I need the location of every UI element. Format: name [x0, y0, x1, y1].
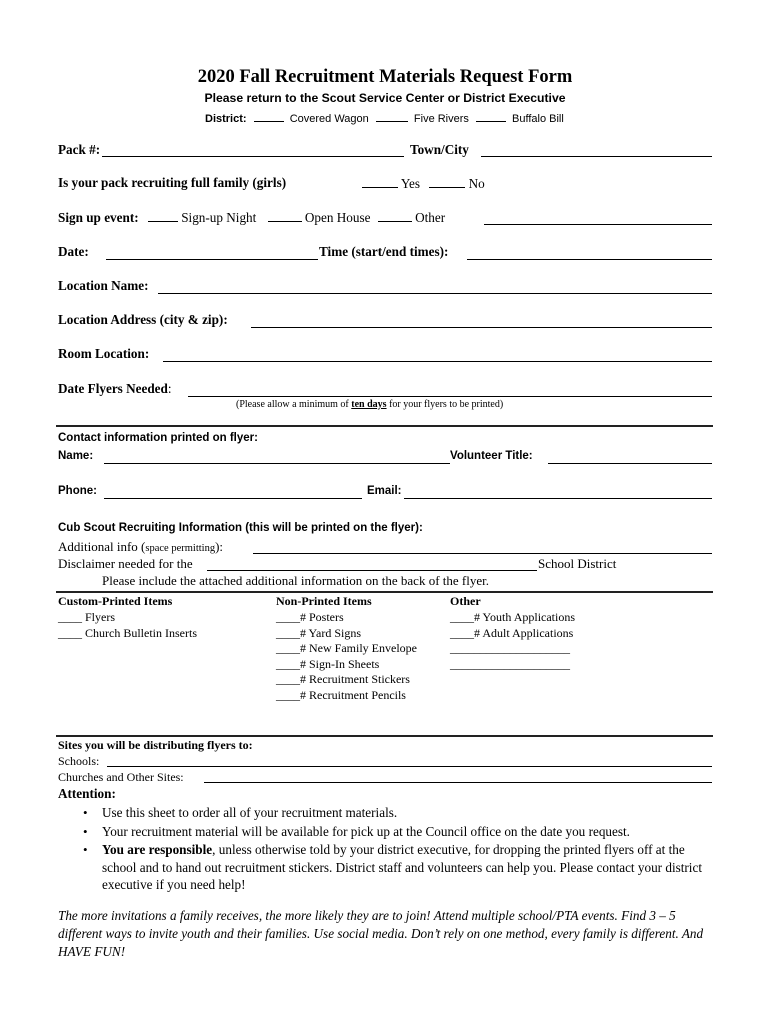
flyer-note-post: for your flyers to be printed): [386, 399, 504, 410]
closing-message: The more invitations a family receives, the more likely they are to join! Attend multiple school/PTA events. Find 3 – 5 different ways to invite youth and their families. Use social media. Don’t rely on one method, every family is different. And HAVE FUN!: [58, 908, 704, 959]
room-location-label: Room Location:: [58, 346, 150, 361]
phone-field[interactable]: [104, 498, 362, 499]
district-option-five-rivers: Five Rivers: [413, 113, 469, 125]
item-flyers[interactable]: ____ Flyers: [58, 610, 115, 624]
disclaimer-field[interactable]: [207, 570, 537, 571]
additional-info-text: Additional info (: [58, 539, 146, 554]
volunteer-title-field[interactable]: [548, 463, 712, 464]
other-event-field[interactable]: [484, 224, 712, 225]
item-church-bulletin-inserts[interactable]: ____ Church Bulletin Inserts: [58, 626, 197, 640]
item-new-family-envelope[interactable]: ____# New Family Envelope: [276, 641, 417, 655]
room-location-field[interactable]: [163, 361, 712, 362]
contact-name-field[interactable]: [104, 463, 450, 464]
school-district-label: School District: [538, 556, 617, 571]
location-address-label: Location Address (city & zip):: [58, 312, 228, 327]
email-field[interactable]: [404, 498, 712, 499]
open-house-label: Open House: [304, 210, 371, 225]
form-subtitle: Please return to the Scout Service Center or District Executive: [204, 91, 566, 105]
volunteer-title-label: Volunteer Title:: [450, 450, 533, 462]
yes-blank[interactable]: [362, 175, 398, 188]
additional-info-label: [58, 539, 223, 555]
date-field[interactable]: [106, 259, 318, 260]
town-field[interactable]: [481, 156, 712, 157]
location-name-field[interactable]: [158, 293, 712, 294]
attention-bullet-3-bold: You are responsible: [102, 842, 213, 857]
section-divider-items: [56, 591, 713, 593]
date-label: Date:: [58, 244, 89, 259]
other-label: Other: [415, 210, 446, 225]
district-label: District:: [205, 113, 247, 125]
no-blank[interactable]: [429, 175, 465, 188]
time-field[interactable]: [467, 259, 712, 260]
flyer-note-emphasis: ten days: [351, 399, 387, 410]
cub-scout-heading: Cub Scout Recruiting Information (this will be printed on the flyer):: [58, 522, 423, 534]
location-address-field[interactable]: [251, 327, 712, 328]
other-blank[interactable]: [378, 209, 412, 222]
date-flyers-label: Date Flyers Needed: [58, 381, 168, 396]
disclaimer-label: Disclaimer needed for the: [58, 556, 193, 571]
section-divider-sites: [56, 735, 713, 737]
district-blank-2[interactable]: [376, 109, 408, 122]
attention-list: [56, 804, 718, 895]
item-recruitment-stickers[interactable]: ____# Recruitment Stickers: [276, 672, 410, 686]
additional-info-small: space permitting: [145, 543, 216, 554]
back-of-flyer-note: Please include the attached additional information on the back of the flyer.: [102, 573, 489, 588]
form-title: 2020 Fall Recruitment Materials Request Form: [197, 67, 573, 87]
recruit-girls-options: [362, 175, 485, 192]
item-posters[interactable]: ____# Posters: [276, 610, 344, 624]
email-label: Email:: [367, 485, 402, 497]
additional-info-end: ):: [215, 539, 224, 554]
item-youth-applications[interactable]: ____# Youth Applications: [450, 610, 576, 624]
attention-bullet-1-text: Use this sheet to order all of your recruitment materials.: [102, 805, 398, 820]
signup-event-row: [58, 209, 445, 226]
district-option-buffalo-bill: Buffalo Bill: [512, 113, 564, 125]
attention-bullet-2: [56, 823, 718, 841]
attention-bullet-2-text: Your recruitment material will be available for pick up at the Council office on the date you request.: [102, 823, 630, 839]
date-flyers-row: [58, 381, 172, 397]
recruit-girls-label: Is your pack recruiting full family (girls): [58, 175, 287, 190]
schools-label: Schools:: [58, 754, 100, 768]
flyer-lead-time-note: [236, 399, 503, 410]
town-label: Town/City: [410, 142, 469, 157]
item-sign-in-sheets[interactable]: ____# Sign-In Sheets: [276, 657, 380, 671]
item-adult-applications[interactable]: ____# Adult Applications: [450, 626, 574, 640]
item-yard-signs[interactable]: ____# Yard Signs: [276, 626, 362, 640]
yes-label: Yes: [400, 176, 421, 191]
churches-label: Churches and Other Sites:: [58, 770, 184, 784]
custom-printed-heading: Custom-Printed Items: [58, 594, 173, 608]
contact-name-label: Name:: [58, 450, 94, 462]
pack-label: Pack #:: [58, 142, 101, 157]
time-label: Time (start/end times):: [319, 244, 449, 259]
schools-field[interactable]: [107, 766, 712, 767]
other-heading: Other: [450, 594, 481, 608]
district-blank-3[interactable]: [476, 109, 506, 122]
open-house-blank[interactable]: [268, 209, 302, 222]
contact-heading: Contact information printed on flyer:: [58, 432, 258, 444]
attention-bullet-3: [56, 841, 718, 894]
attention-bullet-1: [56, 804, 718, 822]
attention-heading: Attention:: [58, 786, 116, 801]
location-name-label: Location Name:: [58, 278, 149, 293]
item-other-blank-1[interactable]: ____________________: [450, 641, 570, 655]
signup-night-label: Sign-up Night: [181, 210, 257, 225]
date-flyers-colon: :: [167, 381, 172, 396]
district-blank-1[interactable]: [254, 109, 284, 122]
signup-event-label: Sign up event:: [58, 210, 139, 225]
flyer-note-pre: (Please allow a minimum of: [236, 399, 352, 410]
pack-field[interactable]: [102, 156, 404, 157]
item-other-blank-2[interactable]: ____________________: [450, 657, 570, 671]
district-option-covered-wagon: Covered Wagon: [289, 113, 369, 125]
district-row: [205, 109, 564, 125]
sites-heading: Sites you will be distributing flyers to:: [58, 738, 253, 752]
churches-field[interactable]: [204, 782, 712, 783]
non-printed-heading: Non-Printed Items: [276, 594, 372, 608]
no-label: No: [468, 176, 485, 191]
additional-info-field[interactable]: [253, 553, 712, 554]
phone-label: Phone:: [58, 485, 97, 497]
signup-night-blank[interactable]: [148, 209, 178, 222]
date-flyers-field[interactable]: [188, 396, 712, 397]
item-recruitment-pencils[interactable]: ____# Recruitment Pencils: [276, 688, 406, 702]
attention-bullet-3-text: , unless otherwise told by your district executive, for dropping the printed flyers off at the school and to hand out recruitment stickers. District staff and volunteers can help you. Please contact your district executive if you need help!: [102, 842, 702, 892]
section-divider-contact: [56, 425, 713, 427]
